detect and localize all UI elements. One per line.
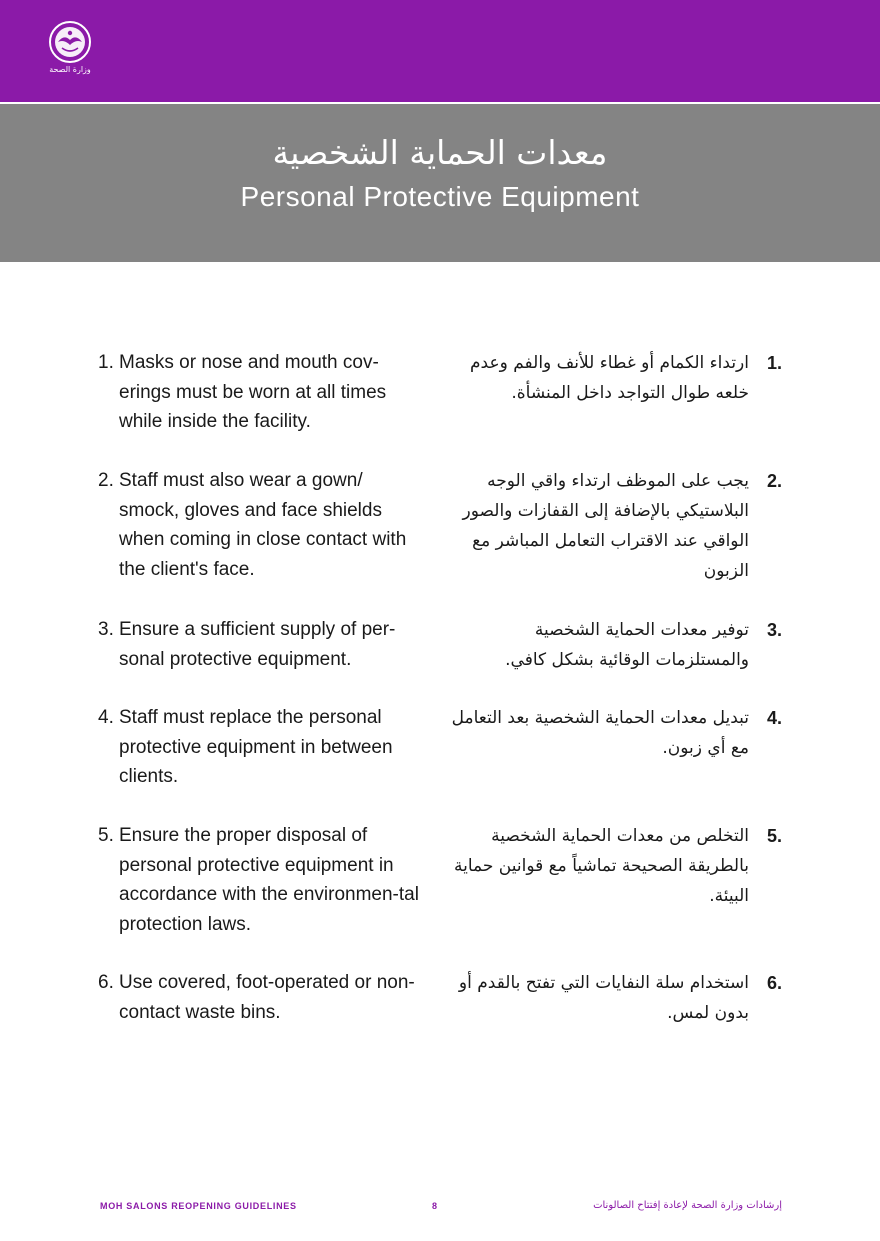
page-number: 8 xyxy=(432,1201,438,1211)
item-text-en: Ensure a sufficient supply of per-sonal protective equipment. xyxy=(119,619,396,670)
list-item-ar-2 xyxy=(440,466,782,586)
page-title-arabic: معدات الحماية الشخصية xyxy=(272,133,608,172)
item-text-en: Staff must replace the personal protective equipment in between clients. xyxy=(119,707,393,788)
list-item-en-3 xyxy=(98,615,428,674)
item-text-en: Staff must also wear a gown/ smock, gloves and face shields when coming in close contact with the client's face. xyxy=(119,470,407,580)
item-number: 5. xyxy=(98,825,114,846)
item-text-ar: توفير معدات الحماية الشخصية والمستلزمات الوقائية بشكل كافي. xyxy=(505,620,749,670)
footer-title-english: MOH SALONS REOPENING GUIDELINES xyxy=(100,1201,297,1211)
item-text-en: Use covered, foot-operated or non-contact waste bins. xyxy=(119,972,415,1023)
item-number: 1. xyxy=(766,353,782,373)
page-title-english: Personal Protective Equipment xyxy=(240,181,640,212)
list-item-ar-6 xyxy=(440,968,782,1028)
item-number: 6. xyxy=(766,973,782,993)
list-item-ar-1 xyxy=(440,348,782,408)
item-text-ar: التخلص من معدات الحماية الشخصية بالطريقة الصحيحة تماشياً مع قوانين حماية البيئة. xyxy=(454,826,749,906)
item-number: 2. xyxy=(98,470,114,491)
item-number: 4. xyxy=(766,708,782,728)
list-item-en-2 xyxy=(98,466,428,584)
list-item-ar-4 xyxy=(440,703,782,763)
list-item-en-6 xyxy=(98,968,428,1027)
list-item-en-1 xyxy=(98,348,428,437)
item-number: 6. xyxy=(98,972,114,993)
item-number: 2. xyxy=(766,471,782,491)
footer-title-arabic: إرشادات وزارة الصحة لإعادة إفتتاح الصالونات xyxy=(593,1200,782,1211)
item-number: 3. xyxy=(766,620,782,640)
list-item-ar-5 xyxy=(440,821,782,911)
item-text-ar: استخدام سلة النفايات التي تفتح بالقدم أو بدون لمس. xyxy=(458,973,749,1023)
logo-caption: وزارة الصحة xyxy=(49,65,91,74)
list-item-en-4 xyxy=(98,703,428,792)
page-footer xyxy=(0,1199,880,1215)
item-number: 1. xyxy=(98,352,114,373)
item-text-ar: يجب على الموظف ارتداء واقي الوجه البلاستيكي بالإضافة إلى القفازات والصور الواقي عند الاقتراب التعامل المباشر مع الزبون xyxy=(462,471,749,581)
item-text-en: Masks or nose and mouth cov-erings must be worn at all times while inside the facility. xyxy=(119,352,387,433)
item-text-en: Ensure the proper disposal of personal protective equipment in accordance with the environmen-tal protection laws. xyxy=(119,825,419,935)
item-number: 5. xyxy=(766,826,782,846)
list-item-en-5 xyxy=(98,821,428,939)
item-number: 4. xyxy=(98,707,114,728)
item-number: 3. xyxy=(98,619,114,640)
item-text-ar: ارتداء الكمام أو غطاء للأنف والفم وعدم خلعه طوال التواجد داخل المنشأة. xyxy=(470,353,749,403)
item-text-ar: تبديل معدات الحماية الشخصية بعد التعامل مع أي زبون. xyxy=(451,708,749,758)
list-item-ar-3 xyxy=(440,615,782,675)
